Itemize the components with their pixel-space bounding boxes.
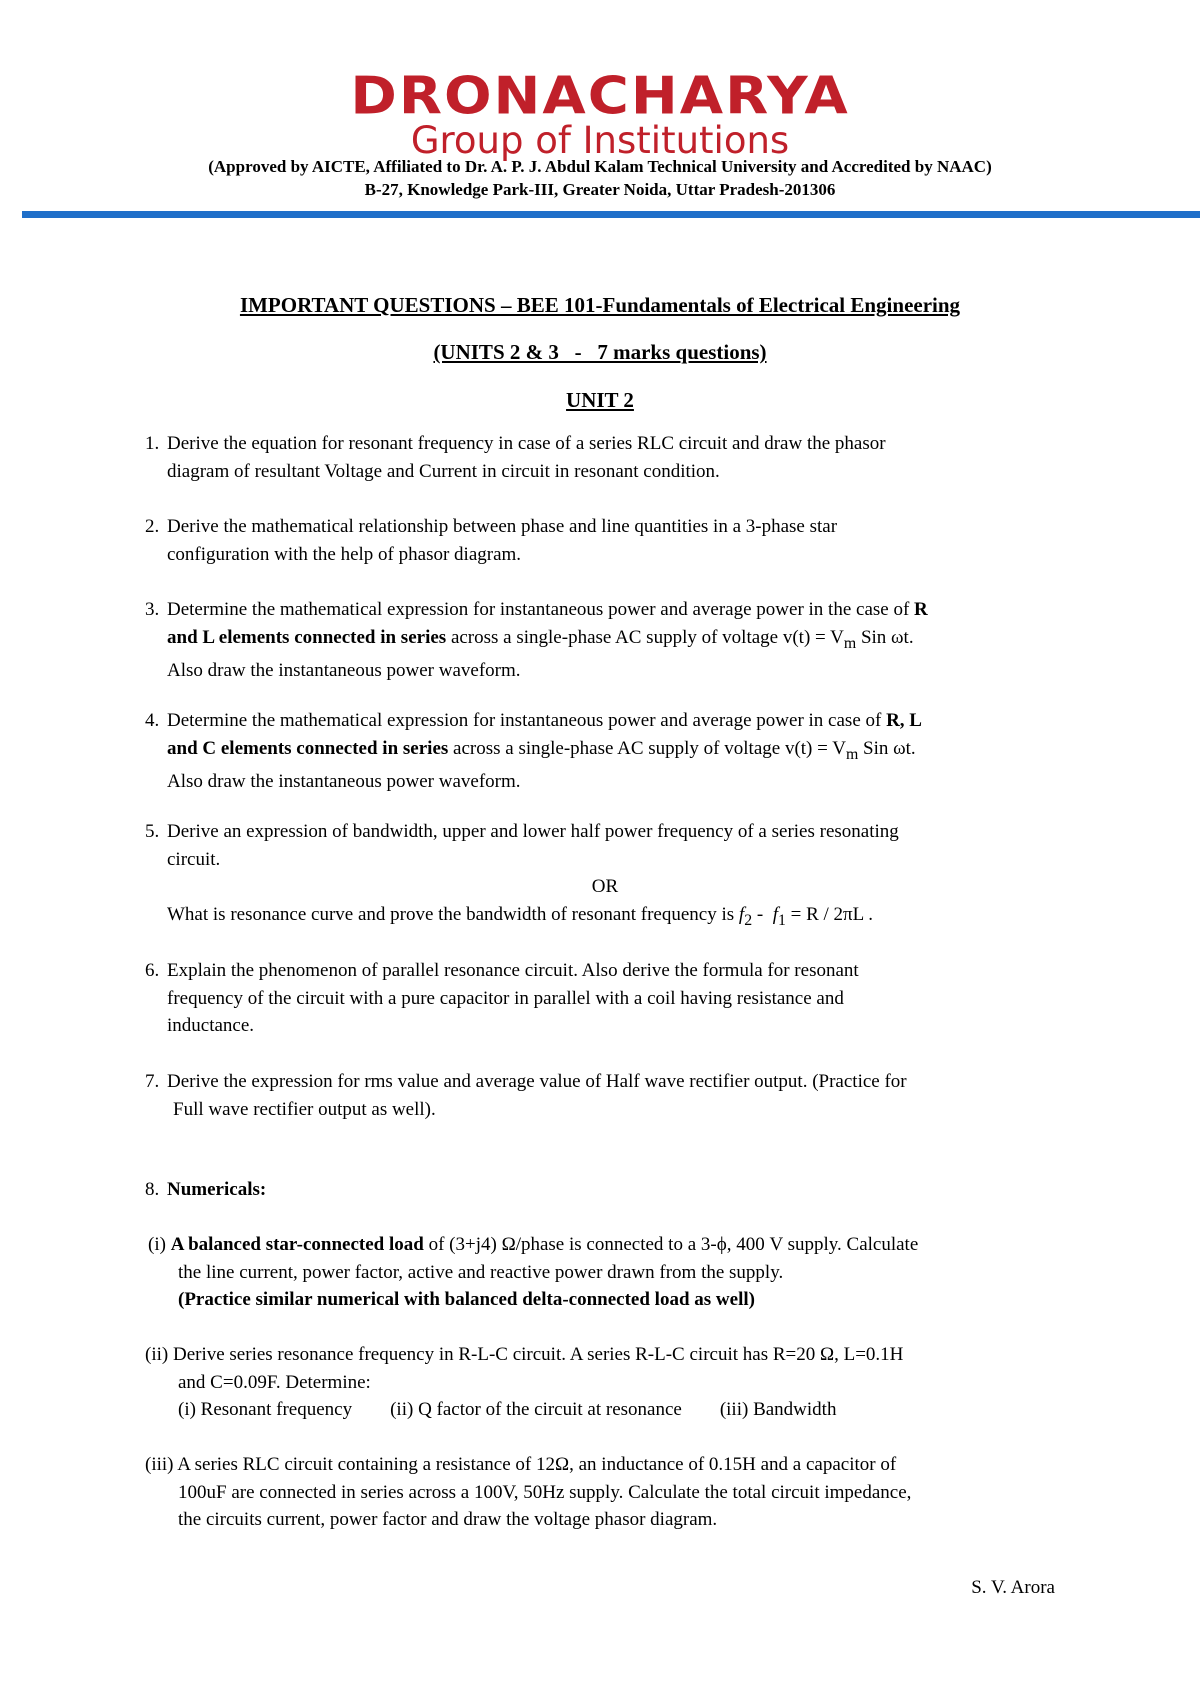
numerical-ii	[145, 1341, 1065, 1424]
question-number: 4.	[145, 710, 160, 731]
question-2	[145, 513, 1065, 568]
practice-note: (Practice similar numerical with balanced delta-connected load as well)	[178, 1289, 755, 1310]
subscript: m	[843, 634, 857, 652]
question-6	[145, 957, 1065, 1040]
question-3	[145, 596, 1065, 684]
question-text: Derive the expression for rms value and average value of Half wave rectifier output. (Practice for	[167, 1071, 907, 1092]
question-text: Sin ωt.	[856, 626, 914, 648]
question-text: Derive series resonance frequency in R-L-C circuit. A series R-L-C circuit has R=20 Ω, L=0.1H	[172, 1344, 904, 1365]
logo-wordmark: DRONACHARYA	[350, 66, 850, 127]
address-text: B-27, Knowledge Park-III, Greater Noida, Uttar Pradesh-201306	[364, 180, 836, 199]
question-text: and C=0.09F. Determine:	[178, 1371, 371, 1393]
question-4	[145, 707, 1065, 795]
question-emphasis: A balanced star-connected load	[170, 1234, 424, 1255]
question-text: Determine the mathematical expression for instantaneous power and average power in the case of	[167, 599, 915, 620]
question-text: the line current, power factor, active and reactive power drawn from the supply.	[178, 1261, 784, 1283]
question-text: Also draw the instantaneous power waveform.	[167, 770, 521, 792]
question-text: = R / 2πL .	[785, 903, 874, 925]
sub-part: (ii) Q factor of the circuit at resonance	[390, 1399, 682, 1420]
numerical-label: (iii)	[145, 1454, 178, 1475]
question-text: diagram of resultant Voltage and Current in circuit in resonant condition.	[167, 460, 720, 482]
question-8-heading	[145, 1176, 1065, 1204]
sub-part: (iii) Bandwidth	[719, 1399, 837, 1420]
subscript: m	[845, 745, 859, 763]
author-signature: S. V. Arora	[971, 1577, 1055, 1598]
question-number: 6.	[145, 960, 160, 981]
question-text: across a single-phase AC supply of voltage v(t) = V	[446, 626, 844, 648]
question-text: Explain the phenomenon of parallel resonance circuit. Also derive the formula for resonant	[167, 960, 859, 981]
question-number: 3.	[145, 599, 160, 620]
question-text: inductance.	[167, 1015, 255, 1036]
numerical-i	[148, 1231, 1068, 1314]
numerical-iii	[145, 1451, 1085, 1534]
question-emphasis: and L elements connected in series	[167, 626, 447, 648]
question-text: configuration with the help of phasor diagram.	[167, 543, 522, 565]
question-text: across a single-phase AC supply of voltage v(t) = V	[448, 737, 846, 759]
question-text: Full wave rectifier output as well).	[173, 1098, 436, 1120]
question-text: A series RLC circuit containing a resistance of 12Ω, an inductance of 0.15H and a capacitor of	[177, 1454, 897, 1475]
question-number: 1.	[145, 433, 160, 454]
question-text: of (3+j4) Ω/phase is connected to a 3-ϕ, 400 V supply. Calculate	[423, 1234, 919, 1255]
question-text: frequency of the circuit with a pure capacitor in parallel with a coil having resistance and	[167, 987, 844, 1009]
question-number: 5.	[145, 821, 160, 842]
unit-heading: UNIT 2	[566, 388, 634, 412]
question-text: 100uF are connected in series across a 100V, 50Hz supply. Calculate the total circuit impedance,	[178, 1481, 912, 1503]
question-text: Derive the mathematical relationship between phase and line quantities in a 3-phase star	[167, 516, 838, 537]
institution-logo	[320, 66, 880, 162]
subscript: 1	[777, 911, 786, 929]
question-emphasis: R	[914, 599, 928, 620]
sub-part: (i) Resonant frequency	[178, 1399, 353, 1420]
math-variable: f	[772, 903, 778, 925]
question-text: circuit.	[167, 848, 221, 870]
subscript: 2	[744, 911, 753, 929]
question-text: Determine the mathematical expression for instantaneous power and average power in case of	[167, 710, 887, 731]
numerical-label: (ii)	[145, 1344, 173, 1365]
question-emphasis: R, L	[886, 710, 922, 731]
question-text: Derive an expression of bandwidth, upper and lower half power frequency of a series resonating	[167, 821, 899, 842]
math-variable: f	[738, 903, 745, 925]
question-number: 2.	[145, 516, 160, 537]
numerical-label: (i)	[148, 1234, 171, 1255]
question-text: the circuits current, power factor and draw the voltage phasor diagram.	[178, 1509, 718, 1530]
question-text: Also draw the instantaneous power waveform.	[167, 659, 521, 681]
question-emphasis: and C elements connected in series	[167, 737, 449, 759]
approval-text: (Approved by AICTE, Affiliated to Dr. A. P. J. Abdul Kalam Technical University and Accredited by NAAC)	[208, 157, 992, 176]
page-subtitle: (UNITS 2 & 3 - 7 marks questions)	[433, 340, 767, 364]
math-operator: -	[752, 903, 773, 925]
question-number: 8.	[145, 1179, 160, 1200]
question-1	[145, 430, 1065, 485]
question-text: What is resonance curve and prove the bandwidth of resonant frequency is	[167, 903, 739, 925]
question-text: Sin ωt.	[858, 737, 916, 759]
logo-subtitle: Group of Institutions	[410, 119, 790, 162]
question-7	[145, 1068, 1065, 1123]
question-text: Derive the equation for resonant frequency in case of a series RLC circuit and draw the phasor	[167, 433, 886, 454]
question-5	[145, 818, 1065, 934]
section-heading: Numericals:	[167, 1179, 267, 1200]
page-title: IMPORTANT QUESTIONS – BEE 101-Fundamentals of Electrical Engineering	[239, 293, 961, 317]
question-number: 7.	[145, 1071, 160, 1092]
or-separator: OR	[591, 876, 619, 897]
header-divider	[22, 211, 1200, 218]
